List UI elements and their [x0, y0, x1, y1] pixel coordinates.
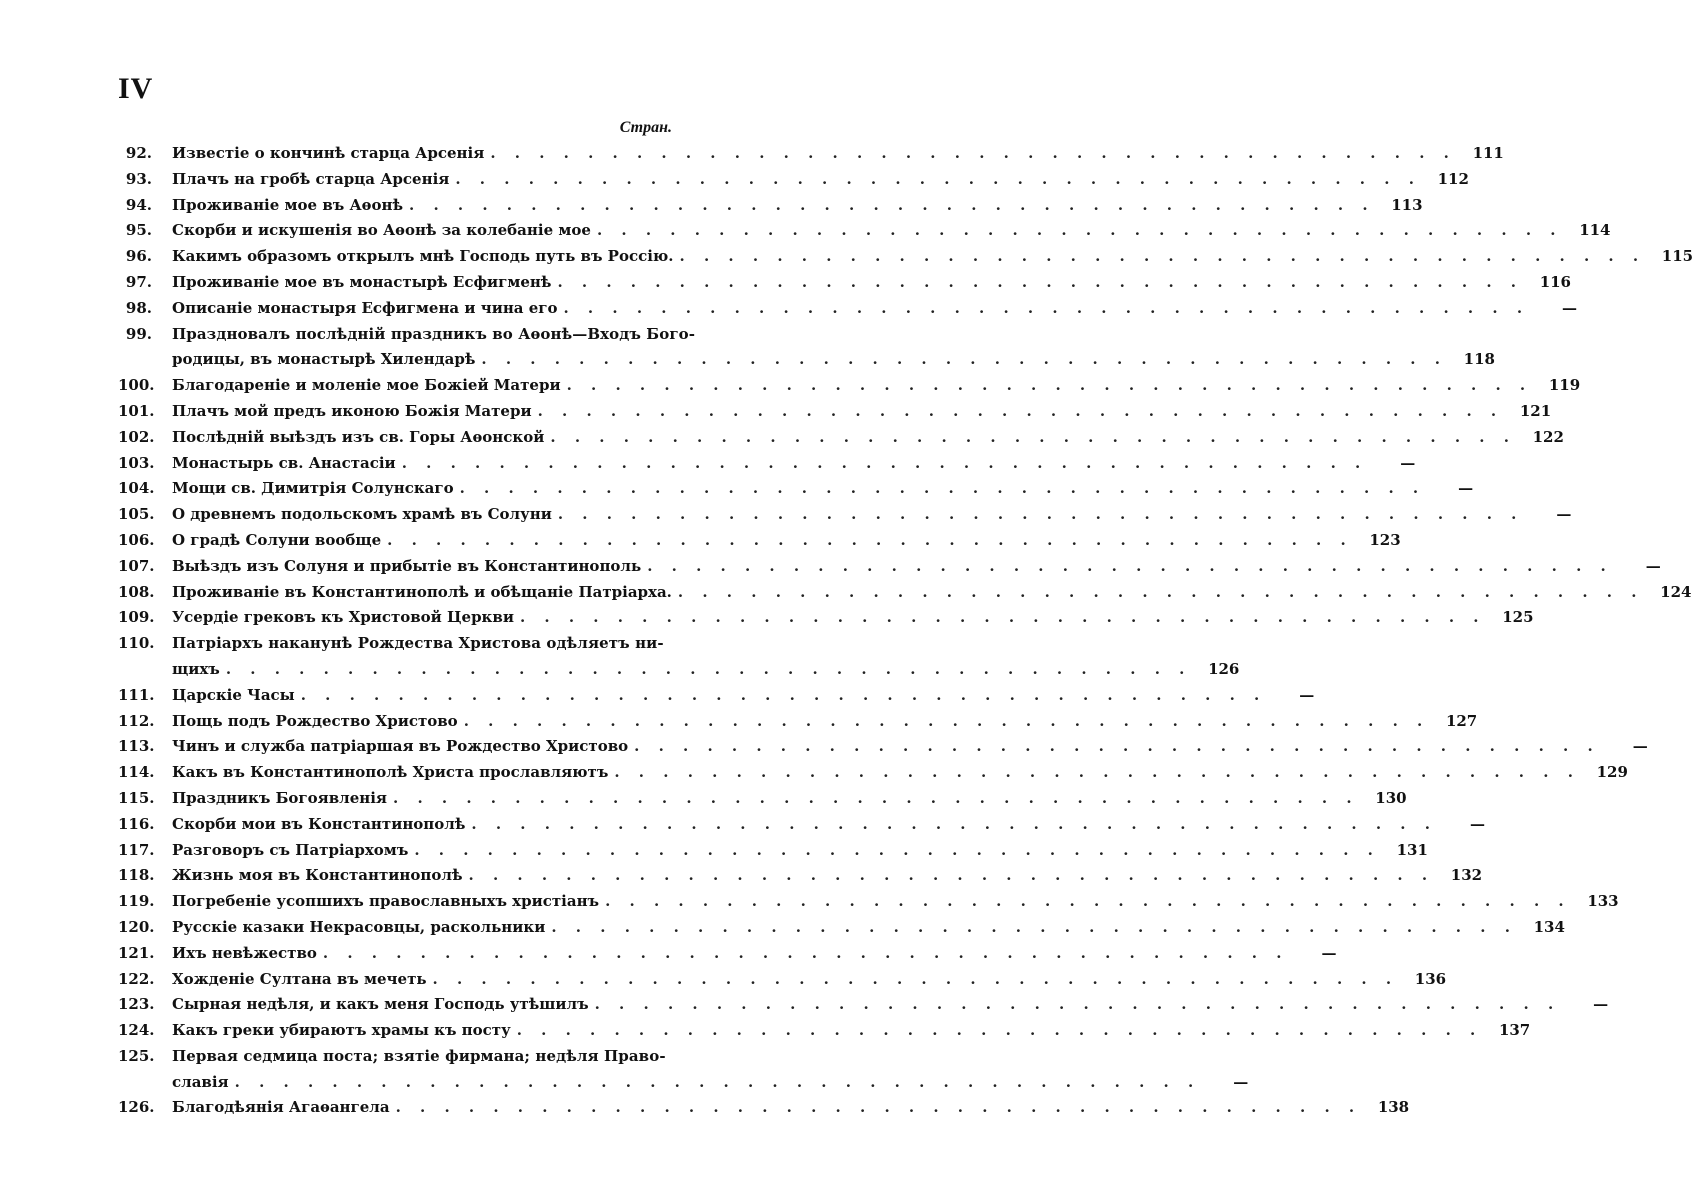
toc-entry-page: 122	[1532, 427, 1564, 446]
toc-entry-number: 107.	[118, 556, 155, 575]
toc-entry	[118, 760, 1628, 786]
toc-line	[118, 399, 1552, 425]
toc-entry-title: Чинъ и служба патріаршая въ Рождество Христово	[172, 737, 629, 756]
toc-entry-page: 113	[1391, 195, 1423, 214]
toc-entry	[118, 244, 1693, 270]
toc-entry-title: Известіе о кончинѣ старца Арсенія	[172, 144, 485, 162]
toc-entry-page: 125	[1502, 608, 1534, 627]
toc-entry-number: 106.	[118, 530, 155, 549]
toc-entry-title: Монастырь св. Анастасіи	[172, 453, 396, 472]
page-column-header: Стран.	[619, 119, 672, 136]
toc-entry-number: 125.	[118, 1046, 155, 1065]
toc-entry-page: 124	[1660, 582, 1692, 601]
toc-entry-page: —	[1593, 995, 1609, 1014]
toc-line	[118, 528, 1401, 554]
toc-entry-number: 105.	[118, 505, 155, 524]
toc-line	[118, 992, 1609, 1018]
toc-entry-page: 123	[1369, 530, 1401, 549]
toc-entry	[118, 296, 1578, 322]
toc-entry-title: Первая седмица поста; взятіе фирмана; недѣля Право-	[172, 1046, 666, 1065]
toc-entry-title: Русскіе казаки Некрасовцы, раскольники	[172, 917, 546, 936]
dot-leader	[460, 476, 1426, 502]
dot-leader	[538, 399, 1504, 425]
toc-entry-page: 118	[1463, 350, 1495, 369]
dot-leader	[481, 347, 1447, 373]
toc-entry-number: 100.	[118, 376, 155, 395]
toc-entry	[118, 554, 1661, 580]
toc-entry-number: 93.	[125, 169, 152, 188]
dot-leader	[396, 1095, 1362, 1121]
dot-leader	[563, 296, 1529, 322]
toc-entry	[118, 193, 1423, 219]
toc-entry-title: Какъ греки убираютъ храмы къ посту	[172, 1021, 511, 1040]
toc-line	[118, 889, 1619, 915]
toc-entry	[118, 605, 1534, 631]
toc-entry-title: Проживаніе въ Константинополѣ и обѣщаніе Патріарха.	[172, 582, 672, 601]
toc-entry-number: 101.	[118, 401, 155, 420]
toc-entry-title: О древнемъ подольскомъ храмѣ въ Солуни	[172, 505, 552, 524]
toc-entry-number: 119.	[118, 892, 155, 911]
toc-entry-title-continuation: родицы, въ монастырѣ Хилендарѣ	[172, 350, 476, 369]
toc-entry-page: 127	[1445, 711, 1478, 730]
dot-leader	[614, 760, 1580, 786]
toc-entry-title: Патріархъ наканунѣ Рождества Христова одѣляетъ ни-	[172, 634, 664, 653]
toc-line	[118, 967, 1447, 993]
toc-entry-page: 134	[1533, 917, 1565, 936]
toc-entry	[118, 1095, 1410, 1121]
toc-entry-number: 94.	[125, 195, 152, 214]
toc-entry-title: Скорби мои въ Константинополѣ	[172, 814, 466, 833]
table-of-contents	[118, 141, 1693, 1121]
toc-entry-page: 138	[1377, 1098, 1410, 1117]
toc-line	[118, 322, 696, 348]
toc-line	[118, 296, 1578, 322]
toc-entry	[118, 631, 1240, 683]
toc-entry	[118, 915, 1565, 941]
toc-entry-page: —	[1400, 453, 1416, 472]
toc-entry-number: 126.	[118, 1098, 155, 1117]
toc-line	[118, 270, 1571, 296]
toc-entry-title: Выѣздъ изъ Солуня и прибытіе въ Константинополь	[172, 556, 642, 575]
dot-leader	[433, 967, 1399, 993]
toc-entry-number: 124.	[118, 1021, 155, 1040]
toc-line	[118, 786, 1407, 812]
toc-line	[118, 451, 1416, 477]
toc-entry	[118, 1018, 1531, 1044]
toc-entry-number: 97.	[125, 272, 152, 291]
toc-entry-page: 114	[1579, 221, 1611, 240]
toc-entry-title-continuation: щихъ	[172, 659, 220, 678]
toc-entry-page: 126	[1208, 659, 1240, 678]
dot-leader	[301, 683, 1267, 709]
toc-entry-title: Проживаніе мое въ монастырѣ Есфигменѣ	[172, 272, 552, 291]
toc-entry-number: 120.	[118, 917, 155, 936]
toc-entry-title: О градѣ Солуни вообще	[172, 530, 382, 549]
dot-leader	[557, 270, 1523, 296]
toc-entry-page: 116	[1539, 272, 1571, 291]
toc-line	[118, 1044, 678, 1070]
toc-entry-title: Какъ въ Константинополѣ Христа прославляютъ	[172, 763, 609, 782]
toc-entry	[118, 992, 1609, 1018]
dot-leader	[409, 193, 1375, 219]
toc-entry	[118, 476, 1474, 502]
toc-entry-number: 110.	[118, 634, 155, 653]
dot-leader	[393, 786, 1359, 812]
toc-line	[118, 760, 1628, 786]
toc-entry-page: —	[1299, 685, 1315, 704]
dot-leader	[558, 502, 1524, 528]
toc-entry	[118, 683, 1315, 709]
toc-line	[118, 683, 1315, 709]
toc-entry	[118, 889, 1619, 915]
toc-entry-page: 133	[1587, 892, 1619, 911]
toc-entry	[118, 709, 1478, 735]
toc-entry	[118, 1044, 1249, 1096]
toc-entry-number: 117.	[118, 840, 155, 859]
dot-leader	[595, 992, 1561, 1018]
dot-leader	[469, 863, 1435, 889]
toc-line	[118, 218, 1611, 244]
toc-line	[118, 502, 1572, 528]
toc-entry-title: Ихъ невѣжество	[172, 943, 317, 962]
toc-entry-number: 116.	[118, 814, 155, 833]
toc-entry-page: 119	[1548, 376, 1581, 395]
toc-entry-title: Жизнь моя въ Константинополѣ	[172, 866, 463, 885]
toc-line	[118, 863, 1483, 889]
toc-entry-number: 103.	[118, 453, 155, 472]
toc-line	[118, 915, 1565, 941]
toc-entry	[118, 528, 1401, 554]
toc-entry-number: 108.	[118, 582, 155, 601]
toc-entry-title: Праздникъ Богоявленія	[172, 788, 388, 807]
dot-leader	[680, 244, 1646, 270]
toc-entry-number: 98.	[125, 298, 152, 317]
dot-leader	[520, 605, 1486, 631]
toc-entry-page: —	[1632, 737, 1648, 756]
toc-entry-number: 118.	[118, 866, 155, 885]
toc-entry	[118, 322, 1495, 374]
toc-entry	[118, 399, 1552, 425]
toc-line	[118, 373, 1581, 399]
toc-entry-title: Какимъ образомъ открылъ мнѣ Господь путь въ Россію.	[172, 247, 674, 266]
toc-entry-title: Скорби и искушенія во Аѳонѣ за колебаніе мое	[172, 221, 591, 240]
toc-entry-page: 131	[1396, 840, 1428, 859]
toc-entry	[118, 734, 1648, 760]
dot-leader	[226, 657, 1192, 683]
toc-entry-page: 111	[1472, 144, 1504, 162]
toc-entry-title: Плачъ на гробѣ старца Арсенія	[172, 169, 450, 188]
toc-line	[118, 1018, 1531, 1044]
toc-entry-page: 137	[1498, 1021, 1531, 1040]
dot-leader	[678, 580, 1644, 606]
toc-entry-number: 113.	[118, 737, 155, 756]
page-number: IV	[118, 72, 154, 105]
toc-line	[118, 580, 1692, 606]
toc-entry-number: 123.	[118, 995, 155, 1014]
toc-entry-number: 115.	[118, 788, 155, 807]
toc-entry-title: Усердіе грековъ къ Христовой Церкви	[172, 608, 514, 627]
toc-entry-title: Послѣдній выѣздъ изъ св. Горы Аѳонской	[172, 427, 545, 446]
dot-leader	[647, 554, 1613, 580]
toc-line	[118, 838, 1428, 864]
toc-entry-page: —	[1556, 505, 1572, 524]
toc-entry	[118, 425, 1564, 451]
toc-line	[118, 605, 1534, 631]
toc-entry-page: —	[1562, 298, 1578, 317]
toc-entry-number: 112.	[118, 711, 155, 730]
toc-entry-page: —	[1321, 943, 1337, 962]
dot-leader	[551, 915, 1517, 941]
toc-entry-title: Царскіе Часы	[172, 685, 295, 704]
toc-line	[118, 734, 1648, 760]
toc-line	[118, 141, 1504, 167]
toc-entry-title: Праздновалъ послѣдній праздникъ во Аѳонѣ—Входъ Бого-	[172, 324, 696, 343]
toc-entry-page: —	[1645, 556, 1661, 575]
toc-entry-number: 104.	[118, 479, 155, 498]
toc-entry	[118, 502, 1572, 528]
dot-leader	[605, 889, 1571, 915]
dot-leader	[402, 451, 1368, 477]
dot-leader	[455, 167, 1421, 193]
toc-line	[118, 425, 1564, 451]
toc-entry-page: —	[1458, 479, 1474, 498]
toc-line	[118, 709, 1478, 735]
dot-leader	[634, 734, 1600, 760]
toc-entry-title: Благодѣянія Агаѳангела	[172, 1098, 390, 1117]
toc-entry-number: 102.	[118, 427, 155, 446]
toc-entry	[118, 967, 1447, 993]
toc-line	[118, 167, 1469, 193]
toc-line	[118, 631, 678, 657]
toc-entry	[118, 270, 1571, 296]
toc-line	[118, 812, 1485, 838]
toc-entry-page: —	[1469, 814, 1485, 833]
toc-line	[118, 193, 1423, 219]
toc-entry	[118, 863, 1483, 889]
toc-entry-number: 96.	[125, 247, 152, 266]
toc-entry-page: 136	[1414, 969, 1447, 988]
toc-entry-number: 95.	[125, 221, 152, 240]
toc-entry-page: 132	[1450, 866, 1483, 885]
dot-leader	[323, 941, 1289, 967]
toc-line	[118, 244, 1693, 270]
toc-entry-title: Хожденіе Султана въ мечеть	[172, 969, 427, 988]
toc-entry-page: 112	[1437, 169, 1469, 188]
toc-line	[118, 1070, 1249, 1096]
toc-entry-title-continuation: славія	[172, 1072, 229, 1091]
toc-line	[118, 554, 1661, 580]
dot-leader	[567, 373, 1533, 399]
toc-entry-number: 121.	[118, 943, 155, 962]
dot-leader	[471, 812, 1437, 838]
toc-entry	[118, 812, 1485, 838]
dot-leader	[550, 425, 1516, 451]
toc-entry-page: 115	[1661, 247, 1693, 266]
dot-leader	[235, 1070, 1201, 1096]
toc-entry	[118, 451, 1416, 477]
toc-entry-title: Мощи св. Димитрія Солунскаго	[172, 479, 454, 498]
toc-entry-number: 109.	[118, 608, 155, 627]
toc-entry-title: Пощь подъ Рождество Христово	[172, 711, 458, 730]
toc-line	[118, 347, 1495, 373]
toc-entry	[118, 786, 1407, 812]
dot-leader	[414, 838, 1380, 864]
dot-leader	[597, 218, 1563, 244]
toc-entry	[118, 141, 1504, 167]
toc-entry	[118, 838, 1428, 864]
toc-entry	[118, 167, 1469, 193]
toc-entry-title: Благодареніе и моленіе мое Божіей Матери	[172, 376, 561, 395]
dot-leader	[387, 528, 1353, 554]
toc-entry-page: —	[1233, 1072, 1249, 1091]
toc-entry-number: 111.	[118, 685, 155, 704]
toc-entry-number: 92.	[125, 144, 152, 162]
toc-line	[118, 1095, 1410, 1121]
toc-line	[118, 941, 1337, 967]
dot-leader	[490, 141, 1456, 167]
toc-entry-page: 121	[1519, 401, 1552, 420]
toc-entry-title: Погребеніе усопшихъ православныхъ христіанъ	[172, 892, 600, 911]
toc-entry	[118, 580, 1692, 606]
toc-entry-title: Разговоръ съ Патріархомъ	[172, 840, 409, 859]
toc-entry-number: 122.	[118, 969, 155, 988]
toc-entry-number: 114.	[118, 763, 155, 782]
toc-line	[118, 657, 1240, 683]
toc-entry-page: 130	[1375, 788, 1407, 807]
toc-entry-title: Сырная недѣля, и какъ меня Господь утѣшилъ	[172, 995, 589, 1014]
toc-line	[118, 476, 1474, 502]
toc-entry	[118, 218, 1611, 244]
toc-entry	[118, 941, 1337, 967]
dot-leader	[517, 1018, 1483, 1044]
toc-entry	[118, 373, 1581, 399]
toc-entry-number: 99.	[125, 324, 152, 343]
toc-entry-page: 129	[1596, 763, 1628, 782]
toc-entry-title: Описаніе монастыря Есфигмена и чина его	[172, 298, 558, 317]
toc-entry-title: Проживаніе мое въ Аѳонѣ	[172, 195, 403, 214]
dot-leader	[464, 709, 1430, 735]
toc-entry-title: Плачъ мой предъ иконою Божія Матери	[172, 401, 532, 420]
